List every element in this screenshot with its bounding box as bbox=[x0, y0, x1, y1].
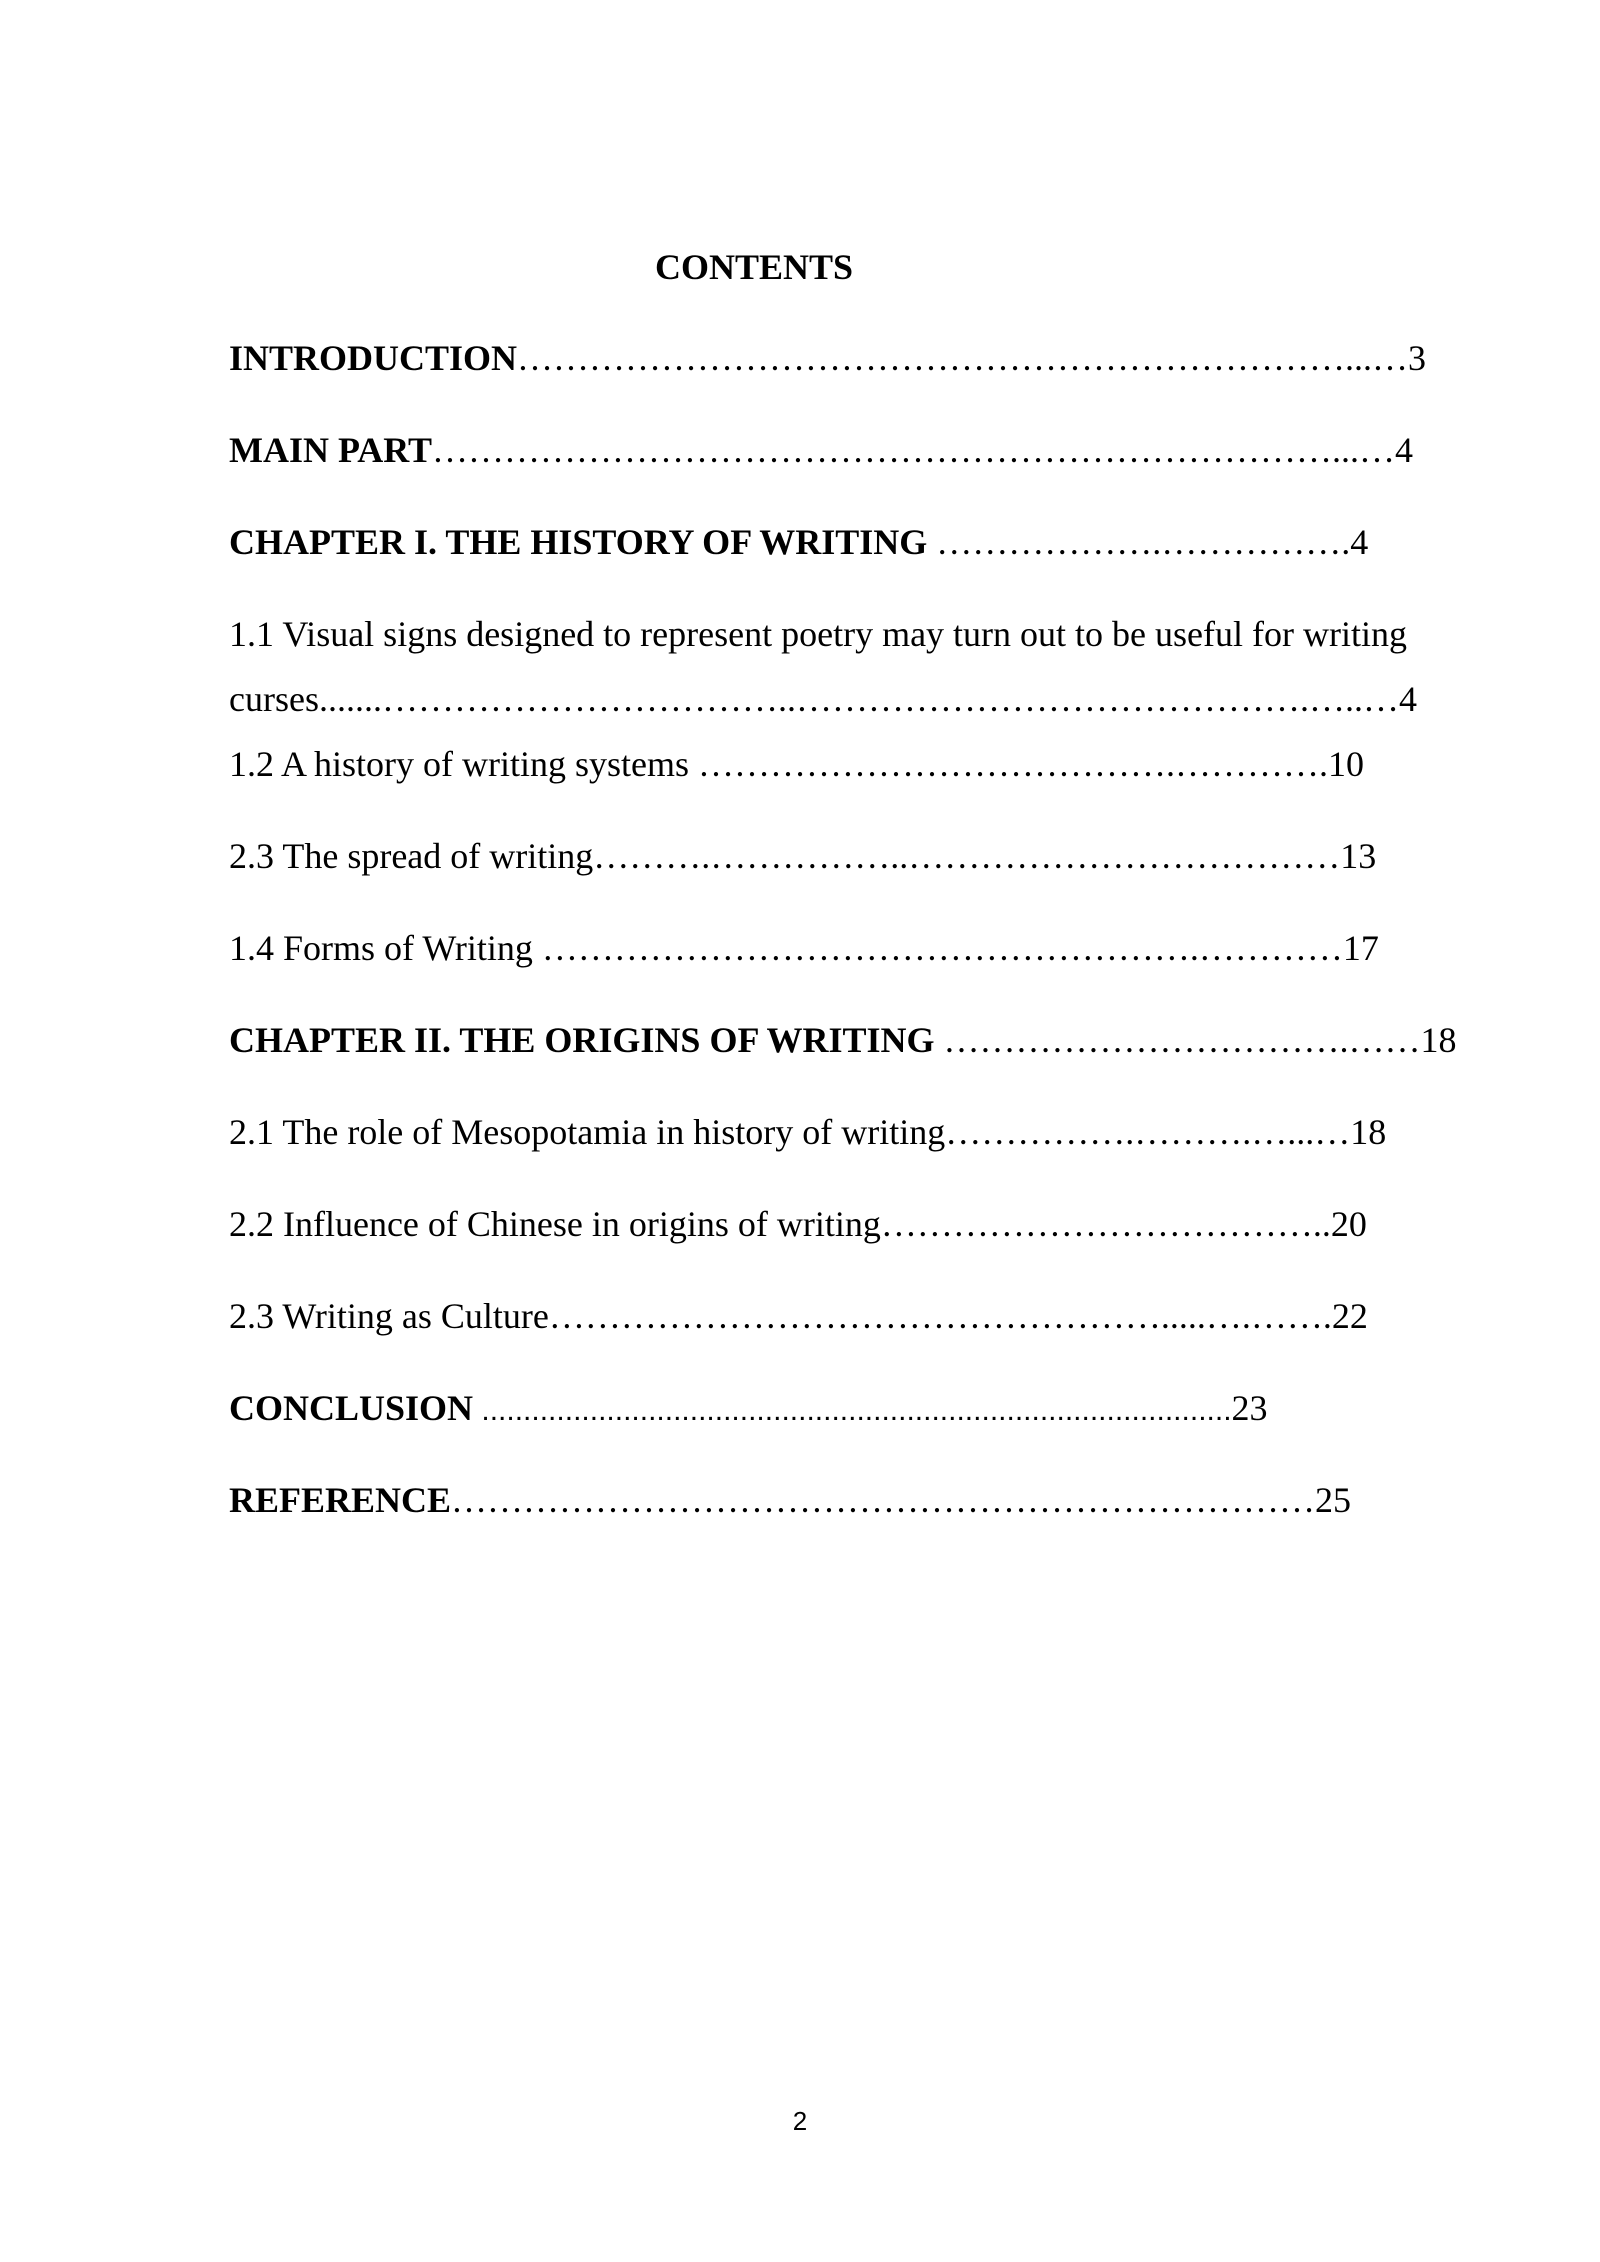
toc-entry-label: curses bbox=[229, 679, 319, 719]
toc-entry-leader: .......................................................................................... bbox=[473, 1394, 1232, 1427]
page-number: 2 bbox=[792, 2106, 808, 2136]
toc-entry-leader: .......……………………………..…………………………………….…..… bbox=[318, 679, 1399, 719]
toc-entry-conclusion bbox=[229, 1387, 1268, 1429]
toc-entry-leader: ……………………………….. bbox=[880, 1204, 1331, 1244]
toc-entry-page: 13 bbox=[1340, 836, 1377, 876]
toc-entry-2-1 bbox=[229, 1111, 1386, 1153]
toc-entry-page: 4 bbox=[1398, 679, 1417, 719]
toc-entry-label: 2.1 The role of Mesopotamia in history of writing bbox=[229, 1112, 946, 1152]
toc-entry-leader: ……………………………………………………………...… bbox=[517, 338, 1409, 378]
toc-entry-1-4 bbox=[229, 927, 1379, 969]
toc-entry-1-1-line1 bbox=[229, 613, 1407, 655]
toc-entry-leader: ………………………………….…………. bbox=[698, 744, 1329, 784]
toc-entry-page: 20 bbox=[1330, 1204, 1367, 1244]
toc-entry-label: CONCLUSION bbox=[229, 1388, 474, 1428]
toc-entry-1-2 bbox=[229, 743, 1364, 785]
toc-entry-page: 17 bbox=[1342, 928, 1379, 968]
toc-entry-label: 2.3 Writing as Culture bbox=[229, 1296, 549, 1336]
toc-entry-label: CHAPTER I. THE HISTORY OF WRITING bbox=[229, 522, 937, 562]
toc-entry-label: CHAPTER II. THE ORIGINS OF WRITING bbox=[229, 1020, 944, 1060]
toc-entry-page: .4 bbox=[1341, 522, 1369, 562]
toc-entry-2-3-spread bbox=[229, 835, 1376, 877]
toc-entry-page: 23 bbox=[1231, 1388, 1268, 1428]
toc-entry-2-2 bbox=[229, 1203, 1367, 1245]
toc-entry-page: 25 bbox=[1315, 1480, 1352, 1520]
toc-entry-leader: …………………………………………….....….……. bbox=[548, 1296, 1332, 1336]
toc-entry-leader: ……………………………………………….………… bbox=[541, 928, 1343, 968]
toc-entry-page: 3 bbox=[1408, 338, 1427, 378]
toc-entry-leader: …………………………………………………………………...… bbox=[432, 430, 1396, 470]
toc-entry-2-3-culture bbox=[229, 1295, 1368, 1337]
toc-entry-chapter-1 bbox=[229, 521, 1368, 563]
toc-entry-reference bbox=[229, 1479, 1351, 1521]
toc-entry-label: REFERENCE bbox=[229, 1480, 452, 1520]
toc-entry-label: 1.2 A history of writing systems bbox=[229, 744, 699, 784]
toc-entry-page: 4 bbox=[1395, 430, 1414, 470]
toc-entry-chapter-2 bbox=[229, 1019, 1456, 1061]
toc-entry-page: 18 bbox=[1350, 1112, 1387, 1152]
toc-entry-page: 22 bbox=[1331, 1296, 1368, 1336]
toc-entry-leader: …………………………….…… bbox=[943, 1020, 1421, 1060]
toc-entry-label: MAIN PART bbox=[229, 430, 433, 470]
toc-entry-leader: ……………….…………… bbox=[936, 522, 1342, 562]
toc-entry-main-part bbox=[229, 429, 1413, 471]
toc-entry-leader: …………….……….…...… bbox=[945, 1112, 1351, 1152]
toc-entry-introduction bbox=[229, 337, 1426, 379]
contents-title: CONTENTS bbox=[655, 247, 854, 287]
toc-entry-page: 18 bbox=[1420, 1020, 1457, 1060]
toc-entry-label: 1.1 Visual signs designed to represent poetry may turn out to be useful for writing bbox=[229, 614, 1407, 654]
toc-entry-label: 2.3 The spread of writing bbox=[229, 836, 594, 876]
toc-entry-leader: ……………………………………………………………… bbox=[451, 1480, 1316, 1520]
toc-entry-label: INTRODUCTION bbox=[229, 338, 518, 378]
toc-entry-label: 1.4 Forms of Writing bbox=[229, 928, 542, 968]
toc-entry-page: 10 bbox=[1328, 744, 1365, 784]
toc-entry-1-1-line2 bbox=[229, 678, 1417, 720]
toc-entry-leader: ……….……………..……………………………… bbox=[593, 836, 1341, 876]
toc-entry-label: 2.2 Influence of Chinese in origins of writing bbox=[229, 1204, 881, 1244]
